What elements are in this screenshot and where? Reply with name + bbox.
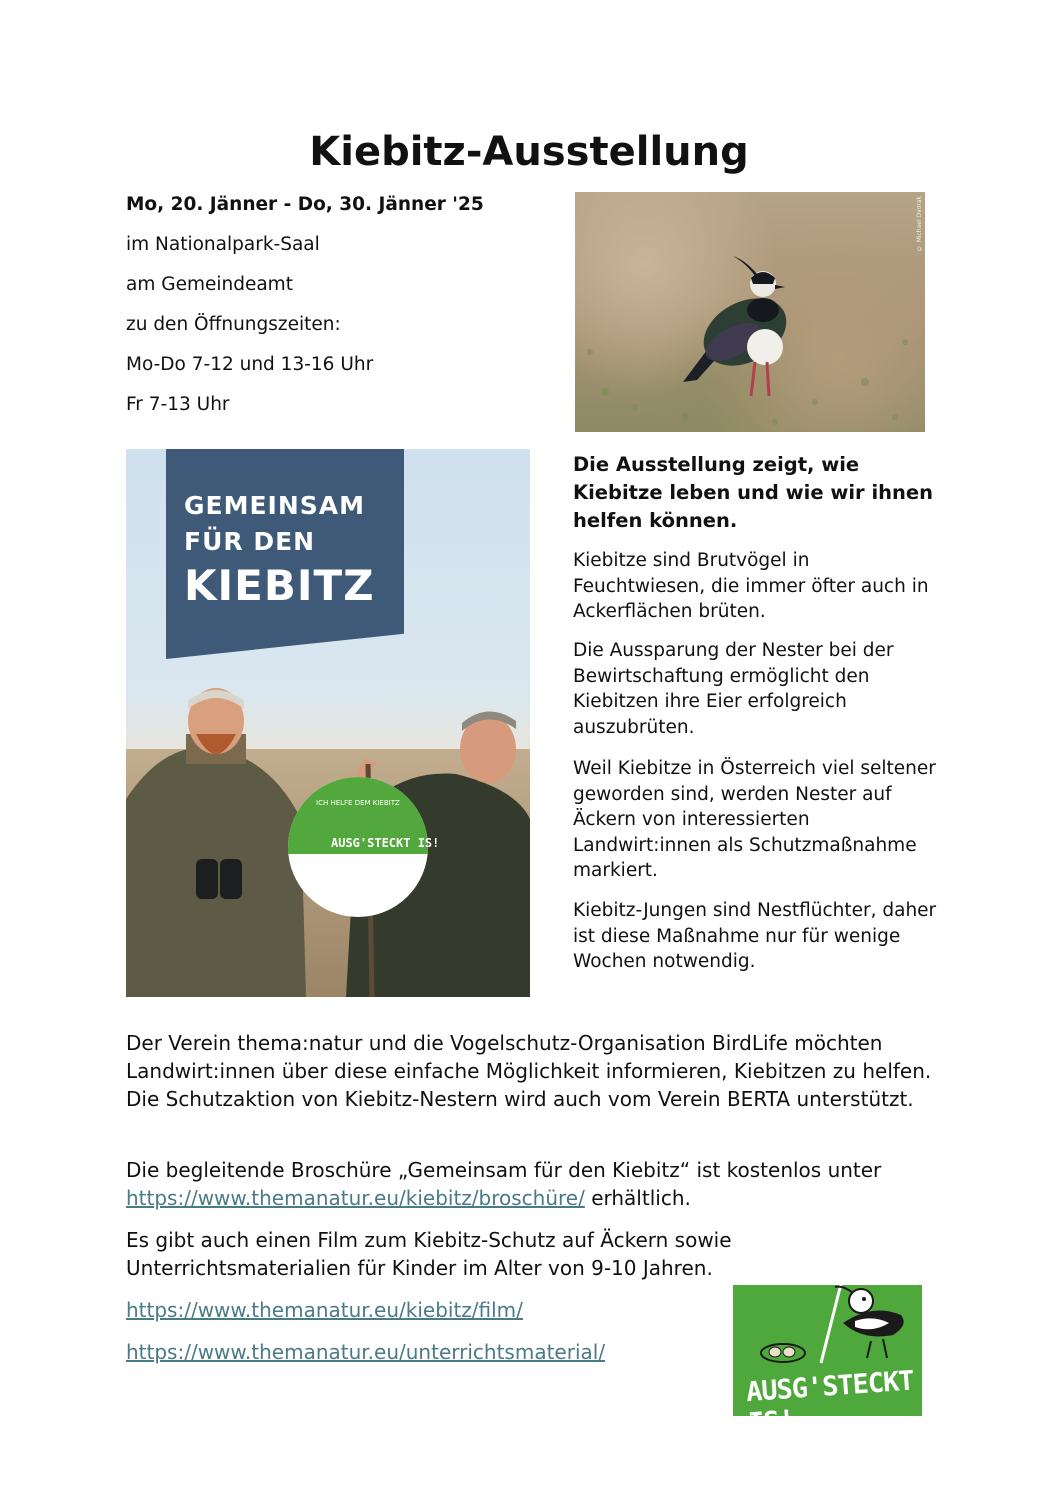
kiebitz-poster bbox=[126, 449, 530, 997]
poster-title-line-2: FÜR DEN bbox=[184, 527, 316, 556]
lapwing-photo bbox=[575, 192, 925, 432]
paragraph-film: Es gibt auch einen Film zum Kiebitz-Schutz auf Äckern sowie Unterrichtsmaterialien für Kinder im Alter von 9-10 Jahren. bbox=[126, 1228, 732, 1280]
event-info bbox=[126, 190, 546, 430]
event-date: Mo, 20. Jänner - Do, 30. Jänner '25 bbox=[126, 194, 484, 215]
brochure-text: Die begleitende Broschüre „Gemeinsam für den Kiebitz“ ist kostenlos unter bbox=[126, 1158, 882, 1182]
logo-text: AUSG'STECKT IS! bbox=[745, 1365, 915, 1440]
brochure-text-end: erhältlich. bbox=[591, 1186, 691, 1210]
event-hours-2: Fr 7-13 Uhr bbox=[126, 394, 230, 415]
poster-title-line-3: KIEBITZ bbox=[184, 561, 375, 610]
paragraph-breeding: Kiebitze sind Brutvögel in Feuchtwiesen, die immer öfter auch in Ackerflächen brüten. bbox=[573, 550, 929, 622]
photo-credit: © Michael Dvorak bbox=[916, 196, 923, 252]
event-hours-1: Mo-Do 7-12 und 13-16 Uhr bbox=[126, 354, 374, 375]
sign-logo-text: AUSG'STECKT IS! bbox=[331, 836, 440, 850]
page-title: Kiebitz-Ausstellung bbox=[309, 129, 749, 175]
material-link[interactable]: https://www.themanatur.eu/unterrichtsmaterial/ bbox=[126, 1340, 606, 1364]
lapwing-illustration bbox=[575, 192, 925, 432]
lapwing-cartoon-icon bbox=[733, 1263, 922, 1373]
two-farmers-illustration bbox=[126, 679, 530, 997]
paragraph-nests: Die Aussparung der Nester bei der Bewirtschaftung ermöglicht den Kiebitzen ihre Eier erfolgreich auszubrüten. bbox=[573, 640, 894, 738]
event-location-2: am Gemeindeamt bbox=[126, 274, 293, 295]
event-hours-label: zu den Öffnungszeiten: bbox=[126, 314, 341, 335]
ausgsteckt-logo bbox=[733, 1285, 922, 1440]
sign-top-text: ICH HELFE DEM KIEBITZ bbox=[316, 799, 400, 807]
film-link[interactable]: https://www.themanatur.eu/kiebitz/film/ bbox=[126, 1298, 523, 1322]
brochure-link[interactable]: https://www.themanatur.eu/kiebitz/broschüre/ bbox=[126, 1186, 585, 1210]
paragraph-young: Kiebitz-Jungen sind Nestflüchter, daher ist diese Maßnahme nur für wenige Wochen notwendig. bbox=[573, 900, 937, 972]
exhibition-summary: Die Ausstellung zeigt, wie Kiebitze leben und wie wir ihnen helfen können. bbox=[573, 453, 933, 532]
paragraph-brochure bbox=[126, 1156, 946, 1212]
event-location-1: im Nationalpark-Saal bbox=[126, 234, 320, 255]
paragraph-organizations: Der Verein thema:natur und die Vogelschutz-Organisation BirdLife möchten Landwirt:innen über diese einfache Möglichkeit informieren, Kiebitzen zu helfen. Die Schutzaktion von Kiebitz-Nestern wird auch vom Verein BERTA unterstützt. bbox=[126, 1031, 932, 1111]
poster-title-line-1: GEMEINSAM bbox=[184, 491, 366, 520]
paragraph-austria: Weil Kiebitze in Österreich viel seltener geworden sind, werden Nester auf Äckern von interessierten Landwirt:innen als Schutzmaßnahme markiert. bbox=[573, 758, 936, 881]
